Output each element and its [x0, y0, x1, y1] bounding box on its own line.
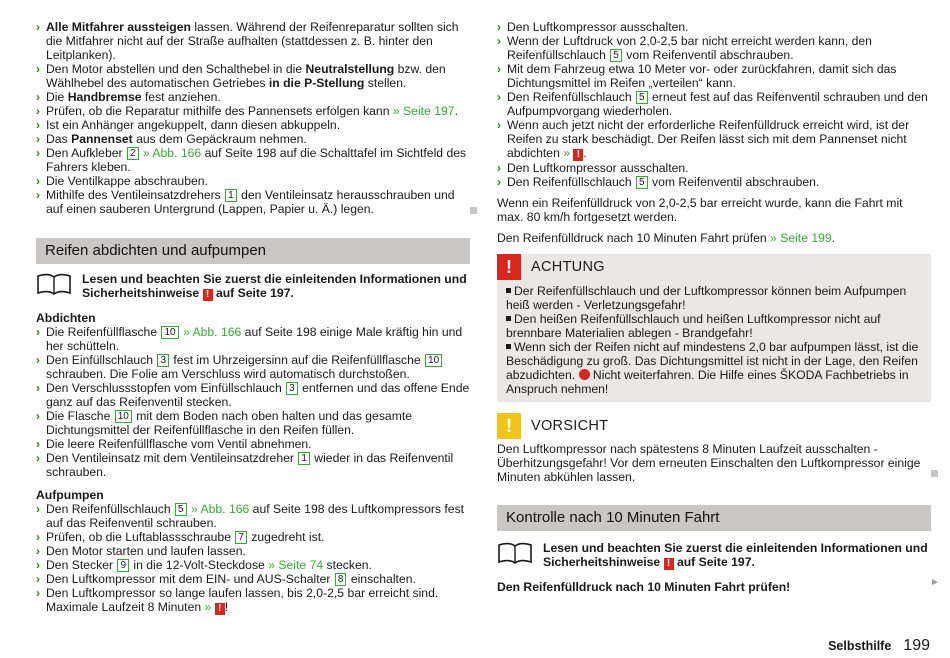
page-reference-link[interactable]: » Seite 197: [392, 104, 455, 118]
notice-read-first: [36, 272, 470, 301]
notice-text: Lesen und beachten Sie zuerst die einleitenden Informationen und: [82, 272, 467, 286]
step-item: [497, 161, 931, 175]
page-reference-link[interactable]: » Seite 74: [268, 558, 324, 572]
subheading-aufpumpen: Aufpumpen: [36, 488, 104, 502]
step-text: auf Seite 198 auf die Schalttafel im Sichtfeld des Fahrers kleben.: [46, 146, 467, 174]
warning-reference-link[interactable]: »: [563, 146, 571, 160]
step-text: vom Reifenventil abschrauben.: [648, 175, 820, 189]
step-text: Die: [46, 90, 68, 104]
step-item: [36, 118, 470, 132]
chevron-icon: ›: [497, 62, 502, 76]
callout-number: 10: [161, 326, 178, 339]
step-item: [36, 572, 470, 586]
caution-icon: !: [497, 413, 521, 439]
body-paragraph: [497, 231, 931, 245]
open-book-icon: [497, 542, 533, 564]
step-text: Den Luftkompressor ausschalten.: [507, 161, 689, 175]
chevron-icon: ›: [36, 90, 41, 104]
paragraph-text: .: [831, 231, 836, 245]
left-column: [36, 20, 470, 615]
chevron-icon: ›: [36, 325, 41, 339]
step-text: .: [583, 146, 587, 160]
step-item: [497, 62, 931, 90]
chevron-icon: ›: [497, 90, 502, 104]
warning-bullet: [506, 340, 922, 396]
warning-icon: !: [215, 603, 225, 615]
step-text: Den Reifenfüllschlauch: [507, 90, 636, 104]
final-instruction: Den Reifenfülldruck nach 10 Minuten Fahrt prüfen!: [497, 580, 791, 594]
chevron-icon: ›: [36, 451, 41, 465]
step-item: [497, 20, 931, 34]
step-item: [36, 20, 470, 62]
notice-text: Lesen und beachten Sie zuerst die einleitenden Informationen und: [543, 541, 928, 555]
emphasis: Pannenset: [71, 132, 133, 146]
step-item: [36, 104, 470, 118]
step-text: Die Flasche: [46, 409, 114, 423]
step-item: [497, 175, 931, 189]
chevron-icon: ›: [36, 409, 41, 423]
step-text: Den Reifenfüllschlauch: [46, 502, 175, 516]
step-text: schrauben. Die Folie am Verschluss wird automatisch durchstoßen.: [46, 367, 410, 381]
callout-number: 8: [335, 573, 347, 586]
section-heading-reifen-abdichten: Reifen abdichten und aufpumpen: [36, 238, 470, 264]
step-text: zugedreht ist.: [247, 530, 325, 544]
chevron-icon: ›: [36, 104, 41, 118]
step-text: auf Seite 198 einige Male kräftig hin und her schütteln.: [46, 325, 463, 353]
step-item: [36, 174, 470, 188]
chevron-icon: ›: [36, 558, 41, 572]
emphasis: Handbremse: [67, 90, 142, 104]
step-item: [36, 502, 470, 530]
step-text: in die 12-Volt-Steckdose: [130, 558, 269, 572]
step-item: [36, 544, 470, 558]
callout-number: 5: [610, 49, 622, 62]
emphasis: Alle Mitfahrer aussteigen: [46, 20, 191, 34]
chevron-icon: ›: [36, 572, 41, 586]
body-paragraph: Wenn ein Reifenfülldruck von 2,0-2,5 bar erreicht wurde, kann die Fahrt mit max. 80 km/h fortgesetzt werden.: [497, 196, 903, 224]
paragraph-text: Den Reifenfülldruck nach 10 Minuten Fahrt prüfen: [497, 231, 771, 245]
bullet-square-icon: [506, 344, 511, 349]
warning-icon: !: [203, 289, 213, 301]
callout-number: 2: [127, 147, 139, 160]
step-text: auf Seite 198 des Luftkompressors fest auf das Reifenventil schrauben.: [46, 502, 465, 530]
warning-text: Nicht weiterfahren. Die Hilfe eines ŠKODA Fachbetriebs in Anspruch nehmen!: [506, 368, 909, 396]
step-text: Das: [46, 132, 72, 146]
callout-number: 3: [157, 354, 169, 367]
emphasis: Neutralstellung: [305, 62, 395, 76]
callout-number: 1: [225, 189, 237, 202]
page-reference-link[interactable]: » Seite 199: [770, 231, 832, 245]
warning-text: Wenn sich der Reifen nicht auf mindestens 2,0 bar aufpumpen lässt, ist die Beschädigung zu groß. Das Dichtungsmittel ist nicht in der Lage, den Reifen abzudichten.: [506, 340, 919, 382]
subheading-abdichten: Abdichten: [36, 311, 96, 325]
step-item: [36, 188, 470, 216]
bullet-square-icon: [506, 316, 511, 321]
step-text: lassen. Während der Reifenreparatur sollten sich die Mitfahrer nicht auf der Straße aufhalten (stattdessen z. B. hinter den Leitplanken).: [46, 20, 459, 62]
achtung-body: [497, 280, 931, 402]
stop-icon: [579, 369, 590, 380]
chevron-icon: ›: [497, 34, 502, 48]
step-item: [36, 325, 470, 353]
callout-number: 10: [425, 354, 442, 367]
step-item: [36, 451, 470, 479]
figure-reference-link[interactable]: » Abb. 166: [142, 146, 202, 160]
figure-reference-link[interactable]: » Abb. 166: [191, 502, 250, 516]
vorsicht-header: [497, 413, 931, 439]
warning-bullet: [506, 312, 922, 340]
step-text: Den Einfüllschlauch: [46, 353, 157, 367]
step-text: wieder in das Reifenventil schrauben.: [46, 451, 454, 479]
step-item: [36, 558, 470, 572]
chevron-icon: ›: [36, 174, 41, 188]
vorsicht-title: VORSICHT: [531, 418, 609, 434]
step-text: Den Aufkleber: [46, 146, 126, 160]
end-of-section-marker: [470, 207, 477, 214]
footer-section-name: Selbsthilfe: [828, 639, 892, 653]
step-text: Wenn der Luftdruck von 2,0-2,5 bar nicht erreicht werden kann, den Reifenfüllschlauch: [507, 34, 872, 62]
section-heading-kontrolle: Kontrolle nach 10 Minuten Fahrt: [497, 505, 931, 531]
chevron-icon: ›: [36, 62, 41, 76]
step-text: Wenn auch jetzt nicht der erforderliche Reifenfülldruck erreicht wird, ist der Reifen zu stark beschädigt. Der Reifen lässt sich mit dem Pannenset nicht abdichten: [507, 118, 910, 160]
page-number: 199: [903, 637, 930, 654]
warning-icon: !: [573, 149, 583, 161]
callout-number: 1: [298, 452, 310, 465]
step-text: Die leere Reifenfüllflasche vom Ventil abnehmen.: [46, 437, 312, 451]
step-text: Den Luftkompressor ausschalten.: [507, 20, 689, 34]
callout-number: 7: [235, 531, 247, 544]
chevron-icon: ›: [36, 132, 41, 146]
step-item: [497, 90, 931, 118]
step-item: [497, 118, 931, 161]
step-text: entfernen und das offene Ende ganz auf das Reifenventil stecken.: [46, 381, 470, 409]
step-item: [36, 62, 470, 90]
step-item: [497, 34, 931, 62]
step-text: erneut fest auf das Reifenventil schrauben und den Aufpumpvorgang wiederholen.: [507, 90, 928, 118]
step-text: stecken.: [323, 558, 372, 572]
callout-number: 5: [636, 176, 648, 189]
step-text: Den Motor abstellen und den Schalthebel in die: [46, 62, 306, 76]
callout-number: 3: [286, 382, 298, 395]
step-text: Ist ein Anhänger angekuppelt, dann diesen abkuppeln.: [46, 118, 341, 132]
notice-text: auf Seite 197.: [212, 286, 294, 300]
step-text: Prüfen, ob die Reparatur mithilfe des Pannensets erfolgen kann: [46, 104, 393, 118]
chevron-icon: ›: [36, 118, 41, 132]
step-text: Mithilfe des Ventileinsatzdrehers: [46, 188, 225, 202]
step-item: [36, 437, 470, 451]
step-text: Den Verschlussstopfen vom Einfüllschlauch: [46, 381, 286, 395]
warning-icon: !: [664, 558, 674, 570]
warning-bullet: [506, 284, 922, 312]
chevron-icon: ›: [36, 544, 41, 558]
step-text: aus dem Gepäckraum nehmen.: [132, 132, 307, 146]
step-item: [36, 146, 470, 174]
step-text: Die Reifenfüllflasche: [46, 325, 161, 339]
chevron-icon: ›: [36, 20, 41, 34]
chevron-icon: ›: [497, 118, 502, 132]
end-of-section-marker: [931, 470, 938, 477]
emphasis: in die P-Stellung: [268, 76, 365, 90]
caution-text: Den Luftkompressor nach spätestens 8 Minuten Laufzeit ausschalten - Überhitzungsgefahr! Vor dem erneuten Einschalten den Luftkompressor einige Minuten abkühlen lassen.: [497, 442, 921, 484]
step-text: Mit dem Fahrzeug etwa 10 Meter vor- oder zurückfahren, damit sich das Dichtungsmittel im Reifen „verteilen“ kann.: [507, 62, 897, 90]
step-item: [36, 409, 470, 437]
chevron-icon: ›: [36, 530, 41, 544]
step-item: [36, 353, 470, 381]
page-footer: [828, 637, 930, 655]
step-text: den Ventileinsatz herausschrauben und auf einen sauberen Untergrund (Lappen, Papier u. Ä.) legen.: [46, 188, 455, 216]
step-text: Den Reifenfüllschlauch: [507, 175, 636, 189]
chevron-icon: ›: [36, 188, 41, 202]
step-text: Den Luftkompressor mit dem EIN- und AUS-Schalter: [46, 572, 334, 586]
notice-text: Sicherheitshinweise: [543, 555, 664, 569]
continue-arrow-icon: ►: [930, 577, 940, 588]
callout-number: 5: [636, 91, 648, 104]
chevron-icon: ›: [497, 175, 502, 189]
step-text: einschalten.: [347, 572, 416, 586]
chevron-icon: ›: [36, 353, 41, 367]
step-text: .: [454, 104, 458, 118]
step-text: stellen.: [364, 76, 407, 90]
notice-text: auf Seite 197.: [673, 555, 755, 569]
vorsicht-caution-box: [497, 413, 931, 484]
achtung-warning-box: [497, 254, 931, 402]
step-item: [36, 90, 470, 104]
step-text: mit dem Boden nach oben halten und das gesamte Dichtungsmittel der Reifenfüllflasche in den Reifen füllen.: [46, 409, 413, 437]
step-text: vom Reifenventil abschrauben.: [622, 48, 794, 62]
step-item: [36, 381, 470, 409]
warning-reference-link[interactable]: »: [204, 600, 212, 614]
step-text: fest anziehen.: [141, 90, 221, 104]
notice-text: Sicherheitshinweise: [82, 286, 203, 300]
step-text: Den Ventileinsatz mit dem Ventileinsatzdreher: [46, 451, 298, 465]
chevron-icon: ›: [36, 437, 41, 451]
step-item: [36, 132, 470, 146]
achtung-header: [497, 254, 931, 280]
chevron-icon: ›: [36, 146, 41, 160]
callout-number: 10: [115, 410, 132, 423]
open-book-icon: [36, 273, 72, 295]
chevron-icon: ›: [497, 161, 502, 175]
step-text: Den Stecker: [46, 558, 117, 572]
step-text: Den Luftkompressor so lange laufen lassen, bis 2,0-2,5 bar erreicht sind. Maximale Laufzeit 8 Minuten: [46, 586, 439, 614]
warning-text: Den heißen Reifenfüllschlauch und heißen Luftkompressor nicht auf brennbare Materialien ablegen - Brandgefahr!: [506, 312, 881, 340]
step-item: [36, 530, 470, 544]
step-text: bzw. den Wählhebel des automatischen Getriebes: [46, 62, 446, 90]
chevron-icon: ›: [36, 502, 41, 516]
notice-read-first: [497, 541, 931, 570]
achtung-title: ACHTUNG: [531, 259, 605, 275]
right-column: [497, 20, 931, 594]
warning-text: Der Reifenfüllschlauch und der Luftkompressor können beim Aufpumpen heiß werden - Verletzungsgefahr!: [506, 284, 907, 312]
chevron-icon: ›: [497, 20, 502, 34]
step-text: fest im Uhrzeigersinn auf die Reifenfüllflasche: [170, 353, 425, 367]
step-text: Den Motor starten und laufen lassen.: [46, 544, 246, 558]
step-text: Die Ventilkappe abschrauben.: [46, 174, 208, 188]
step-item: [36, 586, 470, 615]
callout-number: 9: [117, 559, 129, 572]
step-text: !: [224, 600, 229, 614]
warning-icon: !: [497, 254, 521, 280]
bullet-square-icon: [506, 288, 511, 293]
callout-number: 5: [175, 503, 187, 516]
chevron-icon: ›: [36, 381, 41, 395]
figure-reference-link[interactable]: » Abb. 166: [183, 325, 242, 339]
chevron-icon: ›: [36, 586, 41, 600]
step-text: Prüfen, ob die Luftablassschraube: [46, 530, 235, 544]
